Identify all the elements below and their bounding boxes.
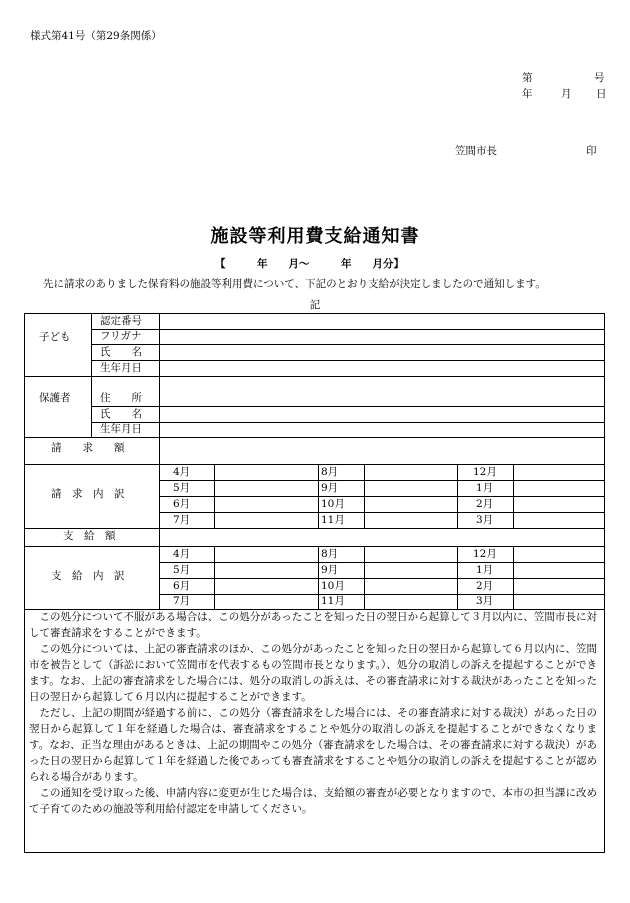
claim-month-cell: 2月 [476, 498, 494, 510]
notice-paragraph: ただし、上記の期間が経過する前に、この処分（審査請求をした場合には、その審査請求に対する裁決）があった日の翌日から起算して１年を経過した場合は、審査請求をすることや処分の取消しの訴えを提起することができなくなります。なお、正当な理由があるときは、上記の期間やこの処分（審査請求をした場合は、その審査請求に対する裁決）があった日の翌日から起算して１年を経過した後であっても審査請求をすることや処分の取消しの訴えを提起することが認められる場合があります。 [29, 707, 597, 783]
issuer-title: 笠間市長 [455, 145, 497, 157]
claim-month-cell: 3月 [476, 514, 494, 526]
grid-line [25, 376, 604, 377]
guardian-address-label: 住 所 [100, 392, 142, 404]
grid-line [159, 480, 604, 481]
grid-line [214, 464, 215, 528]
guardian-section-label: 保護者 [39, 392, 71, 404]
document-number-prefix: 第 [522, 72, 533, 84]
claim-month-cell: 7月 [173, 514, 191, 526]
grid-line [159, 562, 604, 563]
claim-month-cell: 8月 [321, 466, 339, 478]
child-name-label: 氏 名 [100, 346, 142, 358]
claim-month-cell: 12月 [473, 466, 497, 478]
appeal-notice [29, 609, 597, 817]
grid-line [159, 578, 604, 579]
form-number: 様式第41号（第29条関係） [30, 30, 162, 42]
grid-line [457, 546, 458, 609]
child-birthdate-label: 生年月日 [100, 362, 142, 374]
ki-heading: 記 [309, 299, 321, 311]
pay-month-cell: 12月 [473, 548, 497, 560]
pay-month-cell: 10月 [321, 580, 345, 592]
grid-line [91, 314, 92, 437]
grid-line [159, 512, 604, 513]
grid-line [91, 360, 604, 361]
pay-month-cell: 6月 [173, 580, 191, 592]
claim-month-cell: 1月 [476, 482, 494, 494]
pay-month-cell: 3月 [476, 595, 494, 607]
grid-line [214, 546, 215, 609]
grid-line [91, 329, 604, 330]
grid-line [159, 314, 160, 609]
grid-line [364, 546, 365, 609]
claim-month-cell: 5月 [173, 482, 191, 494]
claim-month-cell: 6月 [173, 498, 191, 510]
document-number-suffix: 号 [594, 72, 605, 84]
notice-paragraph: この処分については、上記の審査請求のほか、この処分があったことを知った日の翌日から起算して６月以内に、笠間市を被告として（訴訟において笠間市を代表するもの笠間市長となります。）、処分の取消しの訴えを提起することができます。なお、上記の審査請求をした場合には、処分の取消しの訴えは、その審査請求に対する裁決があったことを知った日の翌日から起算して６月以内に提起することができます。 [29, 643, 597, 703]
grid-line [159, 594, 604, 595]
pay-month-cell: 4月 [173, 548, 191, 560]
pay-amount-label: 支 給 額 [63, 530, 116, 542]
notice-paragraph: この通知を受け取った後、申請内容に変更が生じた場合は、支給額の審査が必要となりますので、本市の担当課に改めて子育てのための施設等利用給付認定を申請してください。 [29, 787, 597, 815]
grid-line [25, 437, 604, 438]
document-title: 施設等利用費支給通知書 [210, 226, 420, 247]
form-table [24, 313, 605, 853]
child-section-label: 子ども [39, 331, 71, 343]
date-year-label: 年 [522, 88, 533, 100]
claim-month-cell: 9月 [321, 482, 339, 494]
claim-amount-label: 請 求 額 [51, 442, 125, 454]
grid-line [364, 464, 365, 528]
grid-line [457, 464, 458, 528]
grid-line [91, 422, 604, 423]
guardian-birthdate-label: 生年月日 [100, 423, 142, 435]
grid-line [513, 546, 514, 609]
period-range: 【 年 月～ 年 月分】 [215, 258, 404, 270]
intro-text: 先に請求のありました保育料の施設等利用費について、下記のとおり支給が決定しましたので通知します。 [43, 278, 546, 290]
child-furigana-label: フリガナ [100, 330, 142, 342]
seal-mark: 印 [586, 145, 597, 157]
grid-line [91, 406, 604, 407]
grid-line [513, 464, 514, 528]
pay-month-cell: 8月 [321, 548, 339, 560]
pay-month-cell: 9月 [321, 564, 339, 576]
notice-paragraph: この処分について不服がある場合は、この処分があったことを知った日の翌日から起算して３月以内に、笠間市長に対して審査請求をすることができます。 [29, 611, 597, 639]
grid-line [318, 464, 319, 528]
claim-month-cell: 10月 [321, 498, 345, 510]
pay-month-cell: 2月 [476, 580, 494, 592]
pay-month-cell: 1月 [476, 564, 494, 576]
pay-month-cell: 5月 [173, 564, 191, 576]
claim-breakdown-label: 請 求 内 訳 [51, 488, 125, 500]
grid-line [91, 344, 604, 345]
grid-line [25, 546, 604, 547]
date-month-label: 月 [561, 88, 572, 100]
pay-breakdown-label: 支 給 内 訳 [51, 570, 125, 582]
claim-month-cell: 11月 [321, 514, 345, 526]
guardian-name-label: 氏 名 [100, 408, 142, 420]
grid-line [159, 496, 604, 497]
date-day-label: 日 [596, 88, 607, 100]
pay-month-cell: 7月 [173, 595, 191, 607]
pay-month-cell: 11月 [321, 595, 345, 607]
claim-month-cell: 4月 [173, 466, 191, 478]
grid-line [318, 546, 319, 609]
grid-line [25, 528, 604, 529]
grid-line [25, 464, 604, 465]
child-cert-number-label: 認定番号 [100, 315, 142, 327]
